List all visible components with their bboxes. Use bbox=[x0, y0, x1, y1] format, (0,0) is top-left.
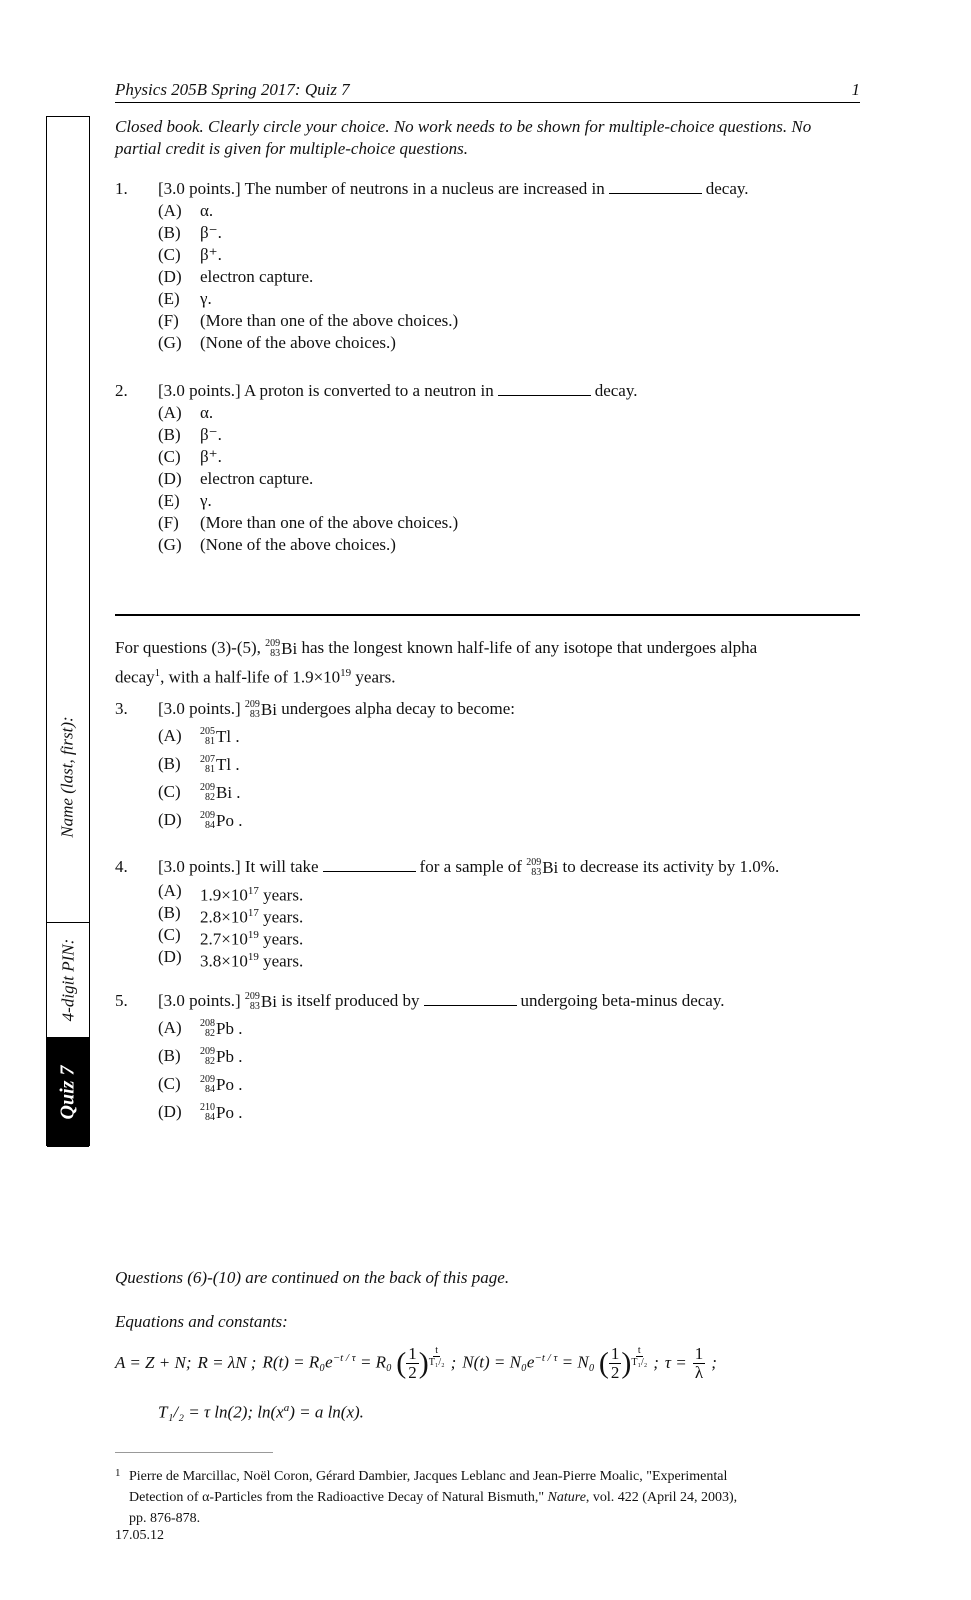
footnote-marker: 1 bbox=[154, 667, 161, 680]
option-b[interactable] bbox=[115, 1042, 875, 1070]
quiz-tab bbox=[47, 1037, 89, 1147]
option-text: γ. bbox=[200, 289, 212, 308]
separator: ; bbox=[653, 1353, 659, 1372]
question-text-end: decay. bbox=[705, 179, 749, 198]
option-c[interactable] bbox=[115, 244, 875, 266]
equation-part: R(t) = R₀e bbox=[262, 1351, 333, 1371]
question-4 bbox=[115, 854, 875, 971]
equation: R = λN ; bbox=[197, 1353, 257, 1372]
option-label: (B) bbox=[158, 1046, 181, 1065]
denominator: T₁/₂ bbox=[428, 1356, 445, 1368]
unit: years. bbox=[258, 885, 304, 905]
question-number: 1. bbox=[115, 179, 128, 198]
option-label: (D) bbox=[158, 947, 182, 966]
footnote-marker: 1 bbox=[115, 1467, 121, 1479]
context-text: , with a half-life of 1.9×10 bbox=[160, 667, 341, 687]
pin-label: 4-digit PIN: bbox=[58, 938, 78, 1021]
option-f[interactable] bbox=[115, 310, 875, 332]
nuclide-bi-209 bbox=[265, 637, 297, 661]
context-text: has the longest known half-life of any isotope that undergoes alpha bbox=[301, 638, 758, 657]
numerator: 1 bbox=[694, 1343, 704, 1363]
question-text: [3.0 points.] A proton is converted to a neutron in bbox=[158, 381, 494, 400]
option-label: (G) bbox=[158, 333, 182, 352]
option-label: (A) bbox=[158, 1018, 182, 1037]
footnote-text: , vol. 422 (April 24, 2003), bbox=[585, 1490, 738, 1505]
mass-number: 209 bbox=[526, 857, 542, 869]
question-text: [3.0 points.] bbox=[158, 991, 241, 1010]
page-header bbox=[115, 80, 860, 103]
mantissa: 1.9×10 bbox=[200, 885, 248, 905]
pin-field[interactable] bbox=[47, 922, 89, 1038]
option-label: (A) bbox=[158, 403, 182, 422]
equations-line-2 bbox=[158, 1402, 364, 1423]
answer-blank bbox=[323, 857, 416, 872]
question-text: for a sample of bbox=[419, 857, 522, 876]
question-number: 2. bbox=[115, 381, 128, 400]
mantissa: 3.8×10 bbox=[200, 951, 248, 971]
context-text: decay bbox=[115, 667, 155, 687]
unit: years. bbox=[258, 907, 304, 927]
option-e[interactable] bbox=[115, 288, 875, 310]
option-label: (D) bbox=[158, 469, 182, 488]
mantissa: 2.7×10 bbox=[200, 929, 248, 949]
footnote-rule bbox=[115, 1452, 273, 1453]
option-text: α. bbox=[200, 403, 214, 422]
atomic-number: 83 bbox=[531, 867, 542, 879]
instructions: Closed book. Clearly circle your choice. No work needs to be shown for multiple-choice questions. No partial credit is given for multiple-choice questions. bbox=[115, 117, 812, 158]
exponent: 17 bbox=[247, 885, 259, 897]
option-c[interactable] bbox=[115, 1070, 875, 1098]
option-a[interactable] bbox=[115, 722, 875, 750]
option-d[interactable] bbox=[115, 1098, 875, 1126]
element-symbol: Pb . bbox=[216, 1047, 243, 1067]
mass-number: 209 bbox=[265, 638, 281, 650]
option-a[interactable] bbox=[115, 880, 875, 905]
option-text: α. bbox=[200, 201, 214, 220]
student-id-sidebar bbox=[46, 116, 90, 1146]
option-label: (A) bbox=[158, 726, 182, 745]
denominator: λ bbox=[694, 1362, 704, 1382]
mass-number: 210 bbox=[200, 1102, 215, 1114]
mass-number: 205 bbox=[200, 726, 215, 738]
unit: years. bbox=[258, 929, 304, 949]
option-d[interactable] bbox=[115, 946, 875, 971]
unit: years. bbox=[258, 951, 304, 971]
equations-line-1 bbox=[115, 1336, 717, 1390]
footnote-line: pp. 876-878. bbox=[129, 1511, 201, 1526]
element-symbol: Bi bbox=[260, 700, 277, 720]
element-symbol: Po . bbox=[216, 1075, 243, 1095]
quiz-label: Quiz 7 bbox=[56, 1065, 79, 1119]
option-label: (A) bbox=[158, 881, 182, 900]
atomic-number: 83 bbox=[249, 1001, 260, 1013]
mass-number: 208 bbox=[200, 1018, 215, 1030]
equations-heading: Equations and constants: bbox=[115, 1312, 288, 1331]
element-symbol: Bi bbox=[260, 992, 277, 1012]
context-text: years. bbox=[351, 667, 396, 687]
mass-number: 209 bbox=[200, 1074, 215, 1086]
option-label: (B) bbox=[158, 223, 181, 242]
nuclide-bi-209 bbox=[245, 989, 277, 1015]
option-label: (E) bbox=[158, 289, 180, 308]
option-label: (C) bbox=[158, 245, 181, 264]
question-2 bbox=[115, 380, 875, 556]
option-label: (F) bbox=[158, 311, 179, 330]
element-symbol: Bi bbox=[281, 639, 298, 659]
equation: T₁/₂ = τ ln(2); ln(x bbox=[158, 1402, 284, 1422]
exponent: 19 bbox=[340, 667, 352, 680]
question-1 bbox=[115, 178, 875, 354]
version-code: 17.05.12 bbox=[115, 1528, 164, 1543]
atomic-number: 84 bbox=[205, 1112, 215, 1124]
option-label: (D) bbox=[158, 1102, 182, 1121]
equation-part: = R₀ bbox=[355, 1351, 392, 1371]
answer-blank bbox=[609, 179, 702, 194]
footnote-line: Pierre de Marcillac, Noël Coron, Gérard Dambier, Jacques Leblanc and Jean-Pierre Moalic, "Experimental bbox=[129, 1469, 728, 1484]
exponent: −t / τ bbox=[534, 1351, 558, 1364]
question-number: 4. bbox=[115, 857, 128, 876]
question-3 bbox=[115, 696, 875, 834]
element-symbol: Bi bbox=[542, 858, 559, 878]
question-text: [3.0 points.] bbox=[158, 699, 241, 718]
option-c[interactable] bbox=[115, 446, 875, 468]
context-text: For questions (3)-(5), bbox=[115, 638, 261, 657]
exponent: 19 bbox=[247, 951, 259, 963]
equation-tau: τ = bbox=[664, 1353, 687, 1372]
denominator: T₁/₂ bbox=[631, 1356, 648, 1368]
option-text: (None of the above choices.) bbox=[200, 333, 396, 352]
mass-number: 209 bbox=[200, 810, 215, 822]
atomic-number: 83 bbox=[249, 709, 260, 721]
option-text: β⁻. bbox=[200, 425, 222, 444]
element-symbol: Tl . bbox=[216, 727, 240, 747]
mass-number: 209 bbox=[244, 991, 260, 1003]
exponent: −t / τ bbox=[332, 1351, 356, 1364]
journal-name: Nature bbox=[547, 1490, 586, 1505]
numerator: t bbox=[637, 1344, 641, 1356]
separator: ; bbox=[711, 1353, 717, 1372]
option-label: (C) bbox=[158, 782, 181, 801]
option-label: (B) bbox=[158, 754, 181, 773]
option-b[interactable] bbox=[115, 750, 875, 778]
name-label: Name (last, first): bbox=[58, 716, 78, 838]
option-g[interactable] bbox=[115, 332, 875, 354]
numerator: 1 bbox=[610, 1343, 620, 1363]
equation: ) = a ln(x). bbox=[289, 1402, 364, 1422]
question-text-end: to decrease its activity by 1.0%. bbox=[562, 857, 780, 876]
continued-note: Questions (6)-(10) are continued on the back of this page. bbox=[115, 1268, 510, 1287]
option-text: electron capture. bbox=[200, 267, 314, 286]
equation: A = Z + N; bbox=[115, 1353, 192, 1372]
shared-context bbox=[115, 636, 875, 690]
question-number: 3. bbox=[115, 699, 128, 718]
nuclide-bi-209 bbox=[245, 697, 277, 723]
mass-number: 209 bbox=[200, 1046, 215, 1058]
option-text: electron capture. bbox=[200, 469, 314, 488]
atomic-number: 82 bbox=[205, 792, 215, 804]
atomic-number: 81 bbox=[205, 764, 215, 776]
option-text: (None of the above choices.) bbox=[200, 535, 396, 554]
option-b[interactable] bbox=[115, 902, 875, 927]
option-label: (F) bbox=[158, 513, 179, 532]
option-label: (C) bbox=[158, 1074, 181, 1093]
nuclide-bi-209 bbox=[526, 855, 558, 881]
atomic-number: 83 bbox=[270, 648, 281, 660]
atomic-number: 82 bbox=[205, 1056, 215, 1068]
option-label: (C) bbox=[158, 447, 181, 466]
option-label: (B) bbox=[158, 903, 181, 922]
mass-number: 209 bbox=[200, 782, 215, 794]
equation-part: = N₀ bbox=[557, 1351, 595, 1371]
section-divider bbox=[115, 614, 860, 616]
mass-number: 209 bbox=[244, 699, 260, 711]
option-c[interactable] bbox=[115, 778, 875, 806]
option-c[interactable] bbox=[115, 924, 875, 949]
option-text: γ. bbox=[200, 491, 212, 510]
page-number: 1 bbox=[851, 80, 860, 99]
option-b[interactable] bbox=[115, 424, 875, 446]
denominator: 2 bbox=[408, 1362, 417, 1382]
option-label: (G) bbox=[158, 535, 182, 554]
option-d[interactable] bbox=[115, 806, 875, 834]
option-d[interactable] bbox=[115, 468, 875, 490]
numerator: t bbox=[435, 1344, 439, 1356]
option-a[interactable] bbox=[115, 1014, 875, 1042]
atomic-number: 81 bbox=[205, 736, 215, 748]
option-label: (D) bbox=[158, 267, 182, 286]
denominator: 2 bbox=[610, 1362, 620, 1382]
separator: ; bbox=[450, 1353, 457, 1372]
answer-blank bbox=[424, 991, 517, 1006]
equation-decay-rate: $R(t) = R_0e^{-t / \tau} = R_0$ ( $\frac{1}{2}$ ) $^{\frac{t}{\text{T₁/₂}}}$ bbox=[262, 1343, 445, 1382]
question-text: is itself produced by bbox=[281, 991, 420, 1010]
option-e[interactable] bbox=[115, 490, 875, 512]
option-f[interactable] bbox=[115, 512, 875, 534]
option-text: (More than one of the above choices.) bbox=[200, 311, 459, 330]
numerator: 1 bbox=[408, 1343, 417, 1363]
exponent: 19 bbox=[247, 929, 259, 941]
question-text-end: undergoes alpha decay to become: bbox=[281, 699, 516, 718]
option-d[interactable] bbox=[115, 266, 875, 288]
question-text: [3.0 points.] It will take bbox=[158, 857, 319, 876]
option-a[interactable] bbox=[115, 402, 875, 424]
question-text-end: undergoing beta-minus decay. bbox=[520, 991, 725, 1010]
question-number: 5. bbox=[115, 991, 128, 1010]
atomic-number: 82 bbox=[205, 1028, 215, 1040]
option-b[interactable] bbox=[115, 222, 875, 244]
header-title: Physics 205B Spring 2017: Quiz 7 bbox=[115, 80, 350, 99]
option-label: (B) bbox=[158, 425, 181, 444]
atomic-number: 84 bbox=[205, 1084, 215, 1096]
exponent: 17 bbox=[247, 907, 259, 919]
option-text: (More than one of the above choices.) bbox=[200, 513, 459, 532]
option-text: β⁺. bbox=[200, 245, 222, 264]
option-label: (C) bbox=[158, 925, 181, 944]
mass-number: 207 bbox=[200, 754, 215, 766]
question-text: [3.0 points.] The number of neutrons in a nucleus are increased in bbox=[158, 179, 605, 198]
mantissa: 2.8×10 bbox=[200, 907, 248, 927]
atomic-number: 84 bbox=[205, 820, 215, 832]
equation-part: N(t) = N₀e bbox=[462, 1351, 535, 1371]
option-a[interactable] bbox=[115, 200, 875, 222]
footnote-line bbox=[129, 1487, 737, 1508]
exponent: a bbox=[283, 1402, 290, 1414]
option-label: (E) bbox=[158, 491, 180, 510]
element-symbol: Tl . bbox=[216, 755, 240, 775]
footnote-text: Detection of α-Particles from the Radioactive Decay of Natural Bismuth," bbox=[129, 1490, 548, 1505]
name-field[interactable] bbox=[47, 117, 89, 923]
element-symbol: Pb . bbox=[216, 1019, 243, 1039]
equation-number: $N(t) = N_0e^{-t / \tau} = N_0$ ( $\frac{1}{2}$ ) $^{\frac{t}{\text{T₁/₂}}}$ bbox=[462, 1343, 648, 1382]
element-symbol: Bi . bbox=[216, 783, 241, 803]
option-label: (A) bbox=[158, 201, 182, 220]
element-symbol: Po . bbox=[216, 1103, 243, 1123]
question-5 bbox=[115, 988, 875, 1126]
option-text: β⁻. bbox=[200, 223, 222, 242]
element-symbol: Po . bbox=[216, 811, 243, 831]
option-label: (D) bbox=[158, 810, 182, 829]
option-text: β⁺. bbox=[200, 447, 222, 466]
question-text-end: decay. bbox=[594, 381, 638, 400]
answer-blank bbox=[498, 381, 591, 396]
option-g[interactable] bbox=[115, 534, 875, 556]
